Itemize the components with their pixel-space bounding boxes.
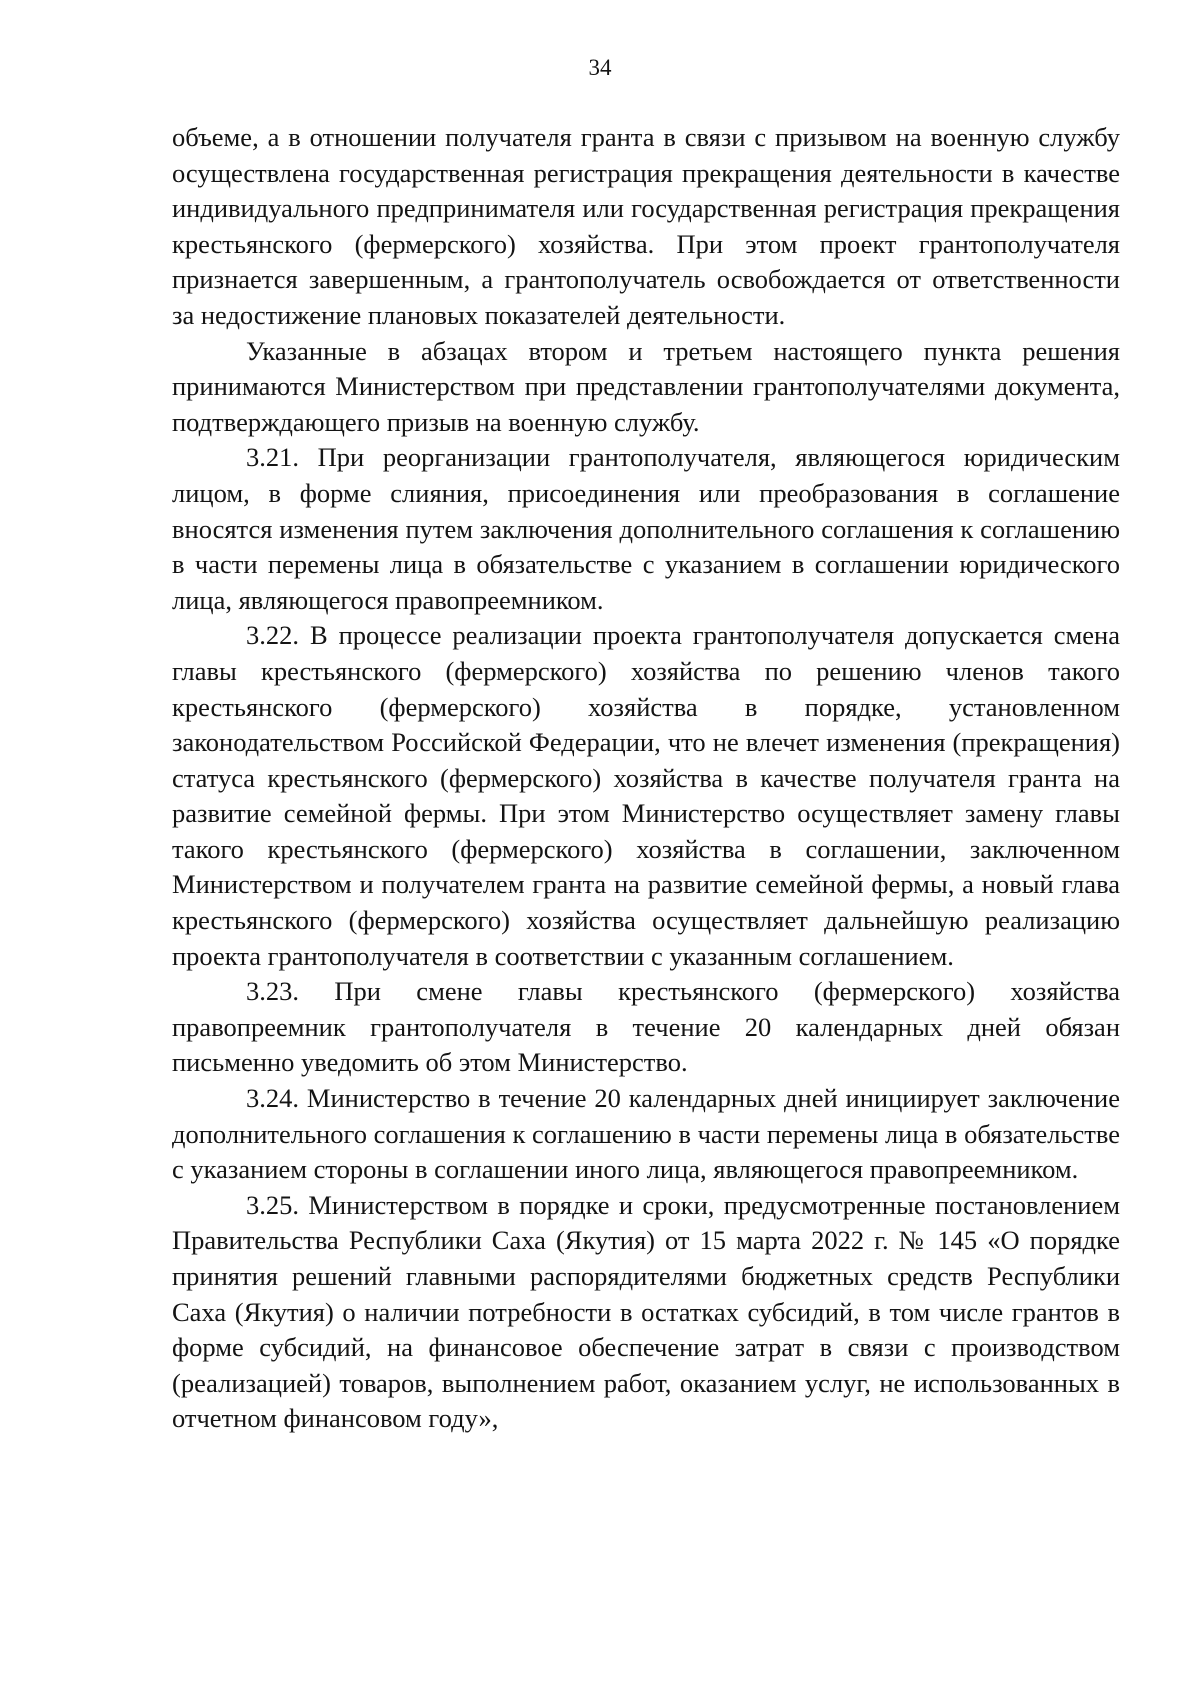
paragraph-3-24: 3.24. Министерство в течение 20 календарных дней инициирует заключение дополнительного соглашения к соглашению в части перемены лица в обязательстве с указанием стороны в соглашении иного лица, являющегося правопреемником. xyxy=(172,1083,1120,1185)
paragraph-3-22: 3.22. В процессе реализации проекта грантополучателя допускается смена главы крестьянского (фермерского) хозяйства по решению членов такого крестьянского (фермерского) хозяйства в порядке, установленном законодательством Российской Федерации, что не влечет изменения (прекращения) статуса крестьянского (фермерского) хозяйства в качестве получателя гранта на развитие семейной фермы. При этом Министерство осуществляет замену главы такого крестьянского (фермерского) хозяйства в соглашении, заключенном Министерством и получателем гранта на развитие семейной фермы, а новый глава крестьянского (фермерского) хозяйства осуществляет дальнейшую реализацию проекта грантополучателя в соответствии с указанным соглашением. xyxy=(172,620,1120,971)
page-number: 34 xyxy=(588,55,612,80)
paragraph-continuation: объеме, а в отношении получателя гранта в связи с призывом на военную службу осуществлена государственная регистрация прекращения деятельности в качестве индивидуального предпринимателя или государственная регистрация прекращения крестьянского (фермерского) хозяйства. При этом проект грантополучателя признается завершенным, а грантополучатель освобождается от ответственности за недостижение плановых показателей деятельности. xyxy=(172,122,1120,330)
paragraph-3-23: 3.23. При смене главы крестьянского (фермерского) хозяйства правопреемник грантополучателя в течение 20 календарных дней обязан письменно уведомить об этом Министерство. xyxy=(172,976,1120,1078)
document-body xyxy=(172,120,1120,1437)
paragraph-decisions-note: Указанные в абзацах втором и третьем настоящего пункта решения принимаются Министерством при представлении грантополучателями документа, подтверждающего призыв на военную службу. xyxy=(172,335,1120,437)
paragraph-3-25: 3.25. Министерством в порядке и сроки, предусмотренные постановлением Правительства Республики Саха (Якутия) от 15 марта 2022 г. № 145 «О порядке принятия решений главными распорядителями бюджетных средств Республики Саха (Якутия) о наличии потребности в остатках субсидий, в том числе грантов в форме субсидий, на финансовое обеспечение затрат в связи с производством (реализацией) товаров, выполнением работ, оказанием услуг, не использованных в отчетном финансовом году», xyxy=(172,1189,1120,1434)
paragraph-3-21: 3.21. При реорганизации грантополучателя, являющегося юридическим лицом, в форме слияния, присоединения или преобразования в соглашение вносятся изменения путем заключения дополнительного соглашения к соглашению в части перемены лица в обязательстве с указанием в соглашении юридического лица, являющегося правопреемником. xyxy=(172,442,1120,615)
